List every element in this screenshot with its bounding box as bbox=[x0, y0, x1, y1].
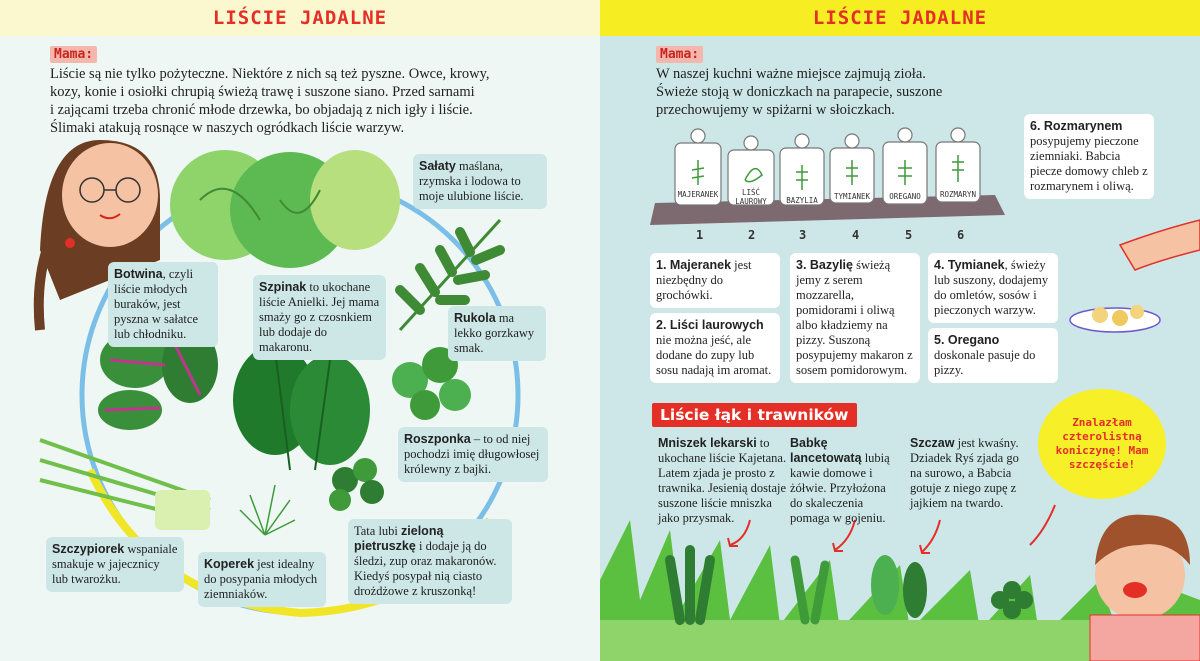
box-szpinak bbox=[253, 275, 386, 360]
box-roszponka bbox=[398, 427, 548, 482]
box-bold: 5. Oregano bbox=[934, 333, 1000, 347]
box-szczypiorek bbox=[46, 537, 184, 592]
box-text: maślana, rzymska i lodowa to moje ulubione liście. bbox=[419, 159, 524, 203]
box-bold: Szczaw bbox=[910, 436, 955, 450]
jar-label: ROZMARYN bbox=[939, 190, 977, 199]
meadow-mniszek bbox=[658, 436, 788, 526]
herb-box-6 bbox=[1024, 114, 1154, 199]
jar-number: 5 bbox=[905, 228, 913, 242]
box-rukola bbox=[448, 306, 546, 361]
box-text: świeżą jemy z serem mozzarella, pomidorami i oliwą albo kładziemy na pizzy. Suszoną posypujemy makaron z sosem pomidorowym. bbox=[796, 258, 913, 377]
box-salaty bbox=[413, 154, 547, 209]
box-text: i dodaje ją do śledzi, zup oraz makaronów. Kiedyś posypał nią ciasto drożdżowe z kruszonką! bbox=[354, 539, 497, 598]
box-text: , świeży lub suszony, dodajemy do omletów, sosów i pieczonych warzyw. bbox=[934, 258, 1049, 317]
parsley-illustration bbox=[329, 458, 384, 511]
dandelion-illustration bbox=[670, 550, 710, 620]
herb-box-4 bbox=[928, 253, 1058, 323]
box-text: ma lekko gorzkawy smak. bbox=[454, 311, 535, 355]
box-text: jest niezbędny do grochówki. bbox=[656, 258, 752, 302]
page-title: LIŚCIE JADALNE bbox=[812, 7, 988, 29]
speech-bubble: Znalazłam czterolistną koniczynę! Mam szczęście! bbox=[1038, 389, 1166, 499]
intro-line: kozy, konie i osiołki chrupią świeżą trawę i suszone siano. Przed sarnami bbox=[50, 84, 475, 100]
box-text: doskonale pasuje do pizzy. bbox=[934, 348, 1036, 377]
herb-box-3 bbox=[790, 253, 920, 383]
herb-box-2 bbox=[650, 313, 780, 383]
jar-label: BAZYLIA bbox=[786, 196, 818, 205]
box-bold: 4. Tymianek bbox=[934, 258, 1005, 272]
herb-box-1 bbox=[650, 253, 780, 308]
box-text: to ukochane liście Anielki. Jej mama smaży go z czosnkiem lub dodaje do makaronu. bbox=[259, 280, 380, 354]
jars bbox=[675, 128, 980, 205]
box-text: lubią kawie domowe i żółwie. Przyłożona do skaleczenia pomaga w gojeniu. bbox=[790, 451, 890, 525]
box-bold: zieloną pietruszkę bbox=[354, 524, 444, 553]
hand-illustration bbox=[1070, 220, 1200, 332]
intro-line: i zającami trzeba chronić młode drzewka, bo objadają z nich igły i liście. bbox=[50, 102, 473, 118]
jar-label: TYMIANEK bbox=[833, 192, 871, 201]
jar-label: MAJERANEK bbox=[677, 190, 719, 199]
box-pietruszka bbox=[348, 519, 512, 604]
meadow-babka bbox=[790, 436, 900, 526]
box-text: wspaniale smakuje w jajecznicy lub twarożku. bbox=[52, 542, 178, 586]
spinach-illustration bbox=[233, 345, 370, 470]
dill-illustration bbox=[240, 485, 295, 535]
box-text: – to od niej pochodzi imię długowłosej królewny z bajki. bbox=[404, 432, 540, 476]
section-title: Liście łąk i trawników bbox=[652, 403, 857, 427]
box-bold: Szpinak bbox=[259, 280, 307, 294]
speaker-label: Mama: bbox=[656, 46, 703, 63]
box-text: Tata lubi bbox=[354, 524, 402, 538]
box-bold: 1. Majeranek bbox=[656, 258, 732, 272]
box-bold: Mniszek lekarski bbox=[658, 436, 757, 450]
intro-line: W naszej kuchni ważne miejsce zajmują zioła. bbox=[656, 66, 926, 82]
herb-box-5 bbox=[928, 328, 1058, 383]
box-text: , czyli liście młodych buraków, jest pyszna w sałatce lub chłodniku. bbox=[114, 267, 198, 341]
box-text: posypujemy pieczone ziemniaki. Babcia piecze domowy chleb z rozmarynem i oliwą. bbox=[1030, 134, 1148, 193]
jar-number: 2 bbox=[748, 228, 756, 242]
speaker-label: Mama: bbox=[50, 46, 97, 63]
jar-number: 6 bbox=[957, 228, 965, 242]
intro-line: Ślimaki atakują rosnące w naszych ogródkach liście warzyw. bbox=[50, 120, 405, 136]
jar-label: OREGANO bbox=[889, 192, 921, 201]
chives-illustration bbox=[40, 440, 210, 530]
meadow-szczaw bbox=[910, 436, 1020, 511]
box-koperek bbox=[198, 552, 326, 607]
box-text: nie można jeść, ale dodane do zupy lub sosu nadają im aromat. bbox=[656, 333, 772, 377]
box-bold: Sałaty bbox=[419, 159, 456, 173]
intro-line: Świeże stoją w doniczkach na parapecie, suszone bbox=[656, 84, 943, 100]
page-title: LIŚCIE JADALNE bbox=[212, 7, 388, 29]
box-bold: 2. Liści laurowych bbox=[656, 318, 764, 332]
arrow bbox=[920, 520, 940, 553]
jar-number: 3 bbox=[799, 228, 807, 242]
box-bold: 6. Rozmarynem bbox=[1030, 119, 1123, 133]
intro-line: przechowujemy w spiżarni w słoiczkach. bbox=[656, 102, 895, 118]
arrow bbox=[1030, 505, 1055, 545]
box-text: jest idealny do posypania młodych ziemniaków. bbox=[204, 557, 318, 601]
box-text: jest kwaśny. Dziadek Ryś zjada go na surowo, a Babcia gotuje z niego zupę z jajkiem na twardo. bbox=[910, 436, 1019, 510]
lettuce-illustration bbox=[170, 150, 400, 268]
box-bold: Koperek bbox=[204, 557, 255, 571]
box-botwina bbox=[108, 262, 218, 347]
jar-number: 4 bbox=[852, 228, 860, 242]
child-illustration bbox=[1090, 515, 1200, 661]
box-bold: Rukola bbox=[454, 311, 496, 325]
box-bold: Botwina bbox=[114, 267, 163, 281]
box-bold: Roszponka bbox=[404, 432, 471, 446]
box-bold: Babkę lancetowatą bbox=[790, 436, 862, 465]
box-text: to ukochane liście Kajetana. Latem zjada je prosto z trawnika. Jesienią dostaje suszone liście mniszka jako przysmak. bbox=[658, 436, 787, 525]
right-page bbox=[600, 0, 1200, 661]
jar-label: LIŚĆ LAUROWY bbox=[735, 188, 767, 206]
jar-number: 1 bbox=[696, 228, 704, 242]
box-bold: Szczypiorek bbox=[52, 542, 125, 556]
box-bold: 3. Bazylię bbox=[796, 258, 853, 272]
intro-line: Liście są nie tylko pożyteczne. Niektóre z nich są też pyszne. Owce, krowy, bbox=[50, 66, 490, 82]
